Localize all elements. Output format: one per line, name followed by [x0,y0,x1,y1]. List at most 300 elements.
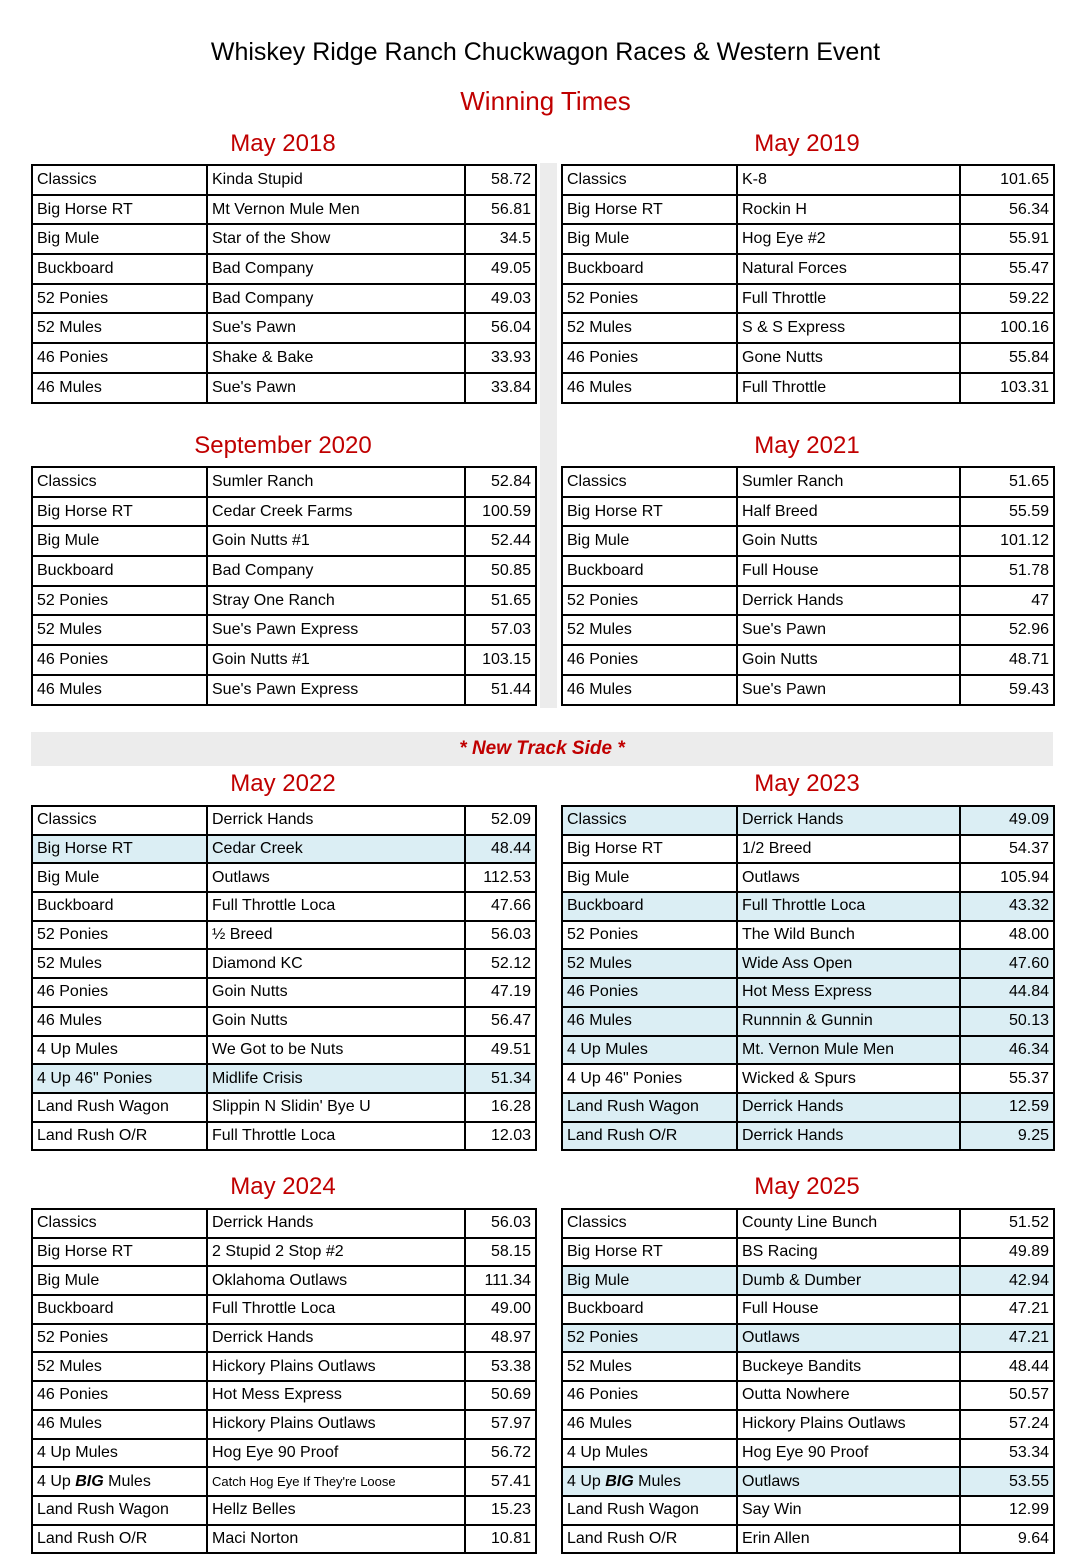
table-row [562,978,1054,1007]
table-row [32,1295,536,1324]
event-cell: Buckboard [562,556,737,586]
team-cell: Catch Hog Eye If They're Loose [207,1467,465,1496]
team-cell: Hellz Belles [207,1496,465,1525]
time-cell: 57.24 [960,1410,1054,1439]
table-row [32,1439,536,1468]
big-emphasis: BIG [75,1472,104,1490]
team-cell: Oklahoma Outlaws [207,1266,465,1295]
team-cell: Derrick Hands [737,1093,960,1122]
team-cell: Sue's Pawn [207,373,465,403]
table-row [562,195,1054,225]
team-cell: Bad Company [207,556,465,586]
table-row [562,467,1054,497]
table-row [562,373,1054,403]
team-cell: Gone Nutts [737,343,960,373]
time-cell: 49.51 [465,1036,536,1065]
results-table [31,805,537,1151]
event-cell: Classics [562,1209,737,1238]
event-cell: Big Mule [32,224,207,254]
time-cell: 55.59 [960,497,1054,527]
table-row [562,892,1054,921]
section-heading: May 2019 [754,130,860,157]
time-cell: 56.34 [960,195,1054,225]
event-cell: Classics [562,806,737,835]
table-row [562,615,1054,645]
time-cell: 52.09 [465,806,536,835]
time-cell: 47.66 [465,892,536,921]
time-cell: 54.37 [960,835,1054,864]
event-cell: 46 Mules [32,675,207,705]
table-row [562,1266,1054,1295]
team-cell: Cedar Creek Farms [207,497,465,527]
table-row [562,675,1054,705]
team-cell: Full Throttle [737,284,960,314]
team-cell: Sumler Ranch [737,467,960,497]
time-cell: 51.52 [960,1209,1054,1238]
event-cell: 46 Ponies [562,978,737,1007]
time-cell: 43.32 [960,892,1054,921]
table-row [562,1007,1054,1036]
team-cell: Outta Nowhere [737,1381,960,1410]
table-row [562,1410,1054,1439]
event-cell: Big Mule [32,1266,207,1295]
team-cell: Outlaws [737,1467,960,1496]
event-cell: Buckboard [562,254,737,284]
event-cell: 52 Mules [32,1352,207,1381]
team-cell: Full Throttle Loca [207,1122,465,1151]
team-cell: Full Throttle Loca [207,892,465,921]
time-cell: 51.34 [465,1064,536,1093]
event-cell: 4 Up Mules [562,1439,737,1468]
time-cell: 56.04 [465,313,536,343]
event-cell: 4 Up Mules [32,1036,207,1065]
event-cell: Buckboard [32,1295,207,1324]
event-cell: Big Horse RT [32,835,207,864]
event-cell: Buckboard [32,556,207,586]
time-cell: 47.60 [960,949,1054,978]
time-cell: 12.99 [960,1496,1054,1525]
time-cell: 56.72 [465,1439,536,1468]
team-cell: Outlaws [737,863,960,892]
team-cell: Hog Eye 90 Proof [737,1439,960,1468]
team-cell: Half Breed [737,497,960,527]
table-row [32,863,536,892]
team-cell: 1/2 Breed [737,835,960,864]
section-heading: May 2024 [230,1173,336,1200]
time-cell: 34.5 [465,224,536,254]
section-heading: May 2018 [230,130,336,157]
time-cell: 52.96 [960,615,1054,645]
team-cell: Hog Eye #2 [737,224,960,254]
time-cell: 50.69 [465,1381,536,1410]
time-cell: 59.43 [960,675,1054,705]
event-cell: Land Rush O/R [32,1525,207,1554]
table-row [562,1209,1054,1238]
team-cell: The Wild Bunch [737,921,960,950]
table-row [32,1036,536,1065]
table-row [562,863,1054,892]
table-row [562,645,1054,675]
table-row [562,1352,1054,1381]
team-cell: Kinda Stupid [207,165,465,195]
event-cell: Classics [32,165,207,195]
team-cell: Hot Mess Express [737,978,960,1007]
table-row [562,1324,1054,1353]
event-cell: 52 Ponies [562,1324,737,1353]
time-cell: 48.44 [960,1352,1054,1381]
event-cell: Land Rush Wagon [562,1093,737,1122]
results-table [561,805,1055,1151]
event-cell: 52 Ponies [32,1324,207,1353]
time-cell: 51.65 [960,467,1054,497]
results-table [31,1208,537,1554]
event-cell: Land Rush Wagon [32,1093,207,1122]
table-row [32,892,536,921]
time-cell: 53.34 [960,1439,1054,1468]
team-cell: Mt. Vernon Mule Men [737,1036,960,1065]
table-row [562,1496,1054,1525]
time-cell: 15.23 [465,1496,536,1525]
team-cell: Midlife Crisis [207,1064,465,1093]
time-cell: 47 [960,586,1054,616]
table-row [32,497,536,527]
section-heading: May 2023 [754,770,860,797]
time-cell: 59.22 [960,284,1054,314]
table-row [32,1238,536,1267]
table-row [32,645,536,675]
event-cell: 46 Mules [32,1410,207,1439]
page-subtitle: Winning Times [460,86,631,116]
time-cell: 57.03 [465,615,536,645]
team-cell: Cedar Creek [207,835,465,864]
team-cell: Outlaws [737,1324,960,1353]
event-cell: Big Mule [32,526,207,556]
event-cell: Land Rush O/R [32,1122,207,1151]
table-row [32,1525,536,1554]
table-row [32,1410,536,1439]
time-cell: 51.65 [465,586,536,616]
time-cell: 9.64 [960,1525,1054,1554]
team-cell: Full House [737,1295,960,1324]
time-cell: 105.94 [960,863,1054,892]
event-cell: 52 Ponies [32,284,207,314]
new-track-banner: * New Track Side * [31,732,1053,766]
table-row [32,1496,536,1525]
time-cell: 53.38 [465,1352,536,1381]
table-row [32,921,536,950]
table-row [32,835,536,864]
event-cell: Big Mule [32,863,207,892]
event-cell: 46 Mules [32,373,207,403]
time-cell: 10.81 [465,1525,536,1554]
event-cell: Big Horse RT [562,835,737,864]
time-cell: 49.00 [465,1295,536,1324]
event-cell: 46 Ponies [32,978,207,1007]
team-cell: Rockin H [737,195,960,225]
table-row [562,497,1054,527]
table-row [562,526,1054,556]
event-cell: Big Horse RT [32,1238,207,1267]
event-cell: 52 Ponies [32,586,207,616]
table-row [562,835,1054,864]
table-row [562,1238,1054,1267]
table-row [32,467,536,497]
event-cell: 4 Up Mules [32,1439,207,1468]
table-row [32,949,536,978]
table-row [32,1007,536,1036]
table-row [562,556,1054,586]
team-cell: Derrick Hands [737,586,960,616]
team-cell: Hot Mess Express [207,1381,465,1410]
team-cell: County Line Bunch [737,1209,960,1238]
section-heading: May 2022 [230,770,336,797]
table-row [562,1525,1054,1554]
event-cell: Classics [32,1209,207,1238]
table-row [32,1266,536,1295]
event-cell: 52 Mules [562,615,737,645]
team-cell: ½ Breed [207,921,465,950]
event-cell: 46 Ponies [32,1381,207,1410]
event-cell: Big Horse RT [32,497,207,527]
team-cell: 2 Stupid 2 Stop #2 [207,1238,465,1267]
time-cell: 12.59 [960,1093,1054,1122]
team-cell: Slippin N Slidin' Bye U [207,1093,465,1122]
event-cell: 52 Ponies [562,284,737,314]
team-cell: Full House [737,556,960,586]
time-cell: 33.84 [465,373,536,403]
time-cell: 101.12 [960,526,1054,556]
time-cell: 55.84 [960,343,1054,373]
time-cell: 100.59 [465,497,536,527]
time-cell: 48.71 [960,645,1054,675]
team-cell: BS Racing [737,1238,960,1267]
event-cell: 4 Up BIG Mules [32,1467,207,1496]
table-row [562,806,1054,835]
event-cell: Buckboard [32,254,207,284]
team-cell: Full Throttle Loca [207,1295,465,1324]
event-cell: 46 Ponies [562,1381,737,1410]
table-row [562,1093,1054,1122]
time-cell: 16.28 [465,1093,536,1122]
table-row [32,978,536,1007]
event-cell: Buckboard [562,1295,737,1324]
team-cell: Full Throttle Loca [737,892,960,921]
team-cell: Runnnin & Gunnin [737,1007,960,1036]
event-cell: 52 Mules [32,615,207,645]
time-cell: 48.00 [960,921,1054,950]
time-cell: 48.97 [465,1324,536,1353]
time-cell: 47.21 [960,1295,1054,1324]
team-cell: Hickory Plains Outlaws [737,1410,960,1439]
big-emphasis: BIG [605,1472,634,1490]
section-heading: May 2025 [754,1173,860,1200]
team-cell: K-8 [737,165,960,195]
team-cell: Derrick Hands [207,1209,465,1238]
table-row [562,343,1054,373]
table-row [562,254,1054,284]
event-cell: Big Horse RT [562,497,737,527]
time-cell: 49.09 [960,806,1054,835]
event-cell: Big Horse RT [32,195,207,225]
time-cell: 103.31 [960,373,1054,403]
time-cell: 56.03 [465,921,536,950]
event-cell: Classics [562,467,737,497]
table-row [562,1122,1054,1151]
section-heading: September 2020 [194,432,372,459]
team-cell: Sue's Pawn [207,313,465,343]
table-row [32,526,536,556]
event-cell: Big Mule [562,1266,737,1295]
table-row [32,254,536,284]
event-cell: 46 Ponies [32,343,207,373]
event-cell: Big Horse RT [562,195,737,225]
team-cell: Goin Nutts [207,1007,465,1036]
event-cell: 46 Mules [32,1007,207,1036]
time-cell: 52.44 [465,526,536,556]
event-cell: Land Rush Wagon [32,1496,207,1525]
team-cell: Mt Vernon Mule Men [207,195,465,225]
table-row [562,1036,1054,1065]
time-cell: 12.03 [465,1122,536,1151]
team-cell: Stray One Ranch [207,586,465,616]
event-cell: 52 Ponies [32,921,207,950]
table-row [32,1122,536,1151]
team-cell: Bad Company [207,254,465,284]
results-table [31,466,537,706]
time-cell: 46.34 [960,1036,1054,1065]
team-cell: Sue's Pawn Express [207,675,465,705]
time-cell: 49.03 [465,284,536,314]
time-cell: 58.15 [465,1238,536,1267]
team-cell: Outlaws [207,863,465,892]
results-table [561,466,1055,706]
team-cell: Dumb & Dumber [737,1266,960,1295]
team-cell: Derrick Hands [207,806,465,835]
event-cell: 52 Ponies [562,921,737,950]
time-cell: 52.12 [465,949,536,978]
time-cell: 112.53 [465,863,536,892]
time-cell: 50.57 [960,1381,1054,1410]
event-cell: 52 Ponies [562,586,737,616]
time-cell: 51.78 [960,556,1054,586]
table-row [32,224,536,254]
time-cell: 50.13 [960,1007,1054,1036]
event-cell: Classics [562,165,737,195]
table-row [32,1093,536,1122]
time-cell: 49.89 [960,1238,1054,1267]
table-row [32,806,536,835]
team-cell: Hickory Plains Outlaws [207,1410,465,1439]
table-row [32,1352,536,1381]
time-cell: 101.65 [960,165,1054,195]
event-cell: Land Rush Wagon [562,1496,737,1525]
results-table [561,1208,1055,1554]
time-cell: 51.44 [465,675,536,705]
event-cell: Big Horse RT [562,1238,737,1267]
event-cell: 46 Ponies [562,343,737,373]
table-row [562,1467,1054,1496]
table-row [32,1324,536,1353]
table-row [32,284,536,314]
table-row [562,586,1054,616]
team-cell: Derrick Hands [207,1324,465,1353]
team-cell: Maci Norton [207,1525,465,1554]
time-cell: 33.93 [465,343,536,373]
event-cell: 52 Mules [32,313,207,343]
time-cell: 57.97 [465,1410,536,1439]
time-cell: 100.16 [960,313,1054,343]
team-cell: Sue's Pawn [737,615,960,645]
table-row [562,921,1054,950]
time-cell: 55.47 [960,254,1054,284]
team-cell: Shake & Bake [207,343,465,373]
table-row [32,1467,536,1496]
time-cell: 58.72 [465,165,536,195]
table-row [562,1439,1054,1468]
time-cell: 111.34 [465,1266,536,1295]
team-cell: Goin Nutts [207,978,465,1007]
time-cell: 57.41 [465,1467,536,1496]
event-cell: Buckboard [562,892,737,921]
time-cell: 53.55 [960,1467,1054,1496]
team-cell: Say Win [737,1496,960,1525]
event-cell: 46 Ponies [32,645,207,675]
event-cell: 46 Mules [562,1410,737,1439]
event-cell: Big Mule [562,526,737,556]
table-row [32,675,536,705]
table-row [562,1295,1054,1324]
table-row [32,1064,536,1093]
table-row [32,343,536,373]
event-cell: Classics [32,806,207,835]
time-cell: 48.44 [465,835,536,864]
team-cell: Goin Nutts #1 [207,526,465,556]
table-row [32,586,536,616]
section-heading: May 2021 [754,432,860,459]
team-cell: Erin Allen [737,1525,960,1554]
time-cell: 55.37 [960,1064,1054,1093]
event-cell: 52 Mules [562,313,737,343]
event-cell: Big Mule [562,863,737,892]
table-row [562,949,1054,978]
event-cell: 4 Up 46" Ponies [562,1064,737,1093]
team-cell: Derrick Hands [737,806,960,835]
team-cell: Derrick Hands [737,1122,960,1151]
time-cell: 56.47 [465,1007,536,1036]
team-cell: Diamond KC [207,949,465,978]
event-cell: 46 Ponies [562,645,737,675]
time-cell: 52.84 [465,467,536,497]
team-cell: Wide Ass Open [737,949,960,978]
table-row [32,615,536,645]
time-cell: 9.25 [960,1122,1054,1151]
table-row [32,556,536,586]
team-cell: S & S Express [737,313,960,343]
results-table [31,164,537,404]
column-divider [540,163,557,708]
time-cell: 103.15 [465,645,536,675]
event-cell: 46 Mules [562,675,737,705]
team-cell: Hog Eye 90 Proof [207,1439,465,1468]
event-cell: 4 Up BIG Mules [562,1467,737,1496]
results-table [561,164,1055,404]
event-cell: Big Mule [562,224,737,254]
team-cell: Sue's Pawn Express [207,615,465,645]
time-cell: 55.91 [960,224,1054,254]
team-cell: Full Throttle [737,373,960,403]
event-cell: 52 Mules [32,949,207,978]
time-cell: 44.84 [960,978,1054,1007]
